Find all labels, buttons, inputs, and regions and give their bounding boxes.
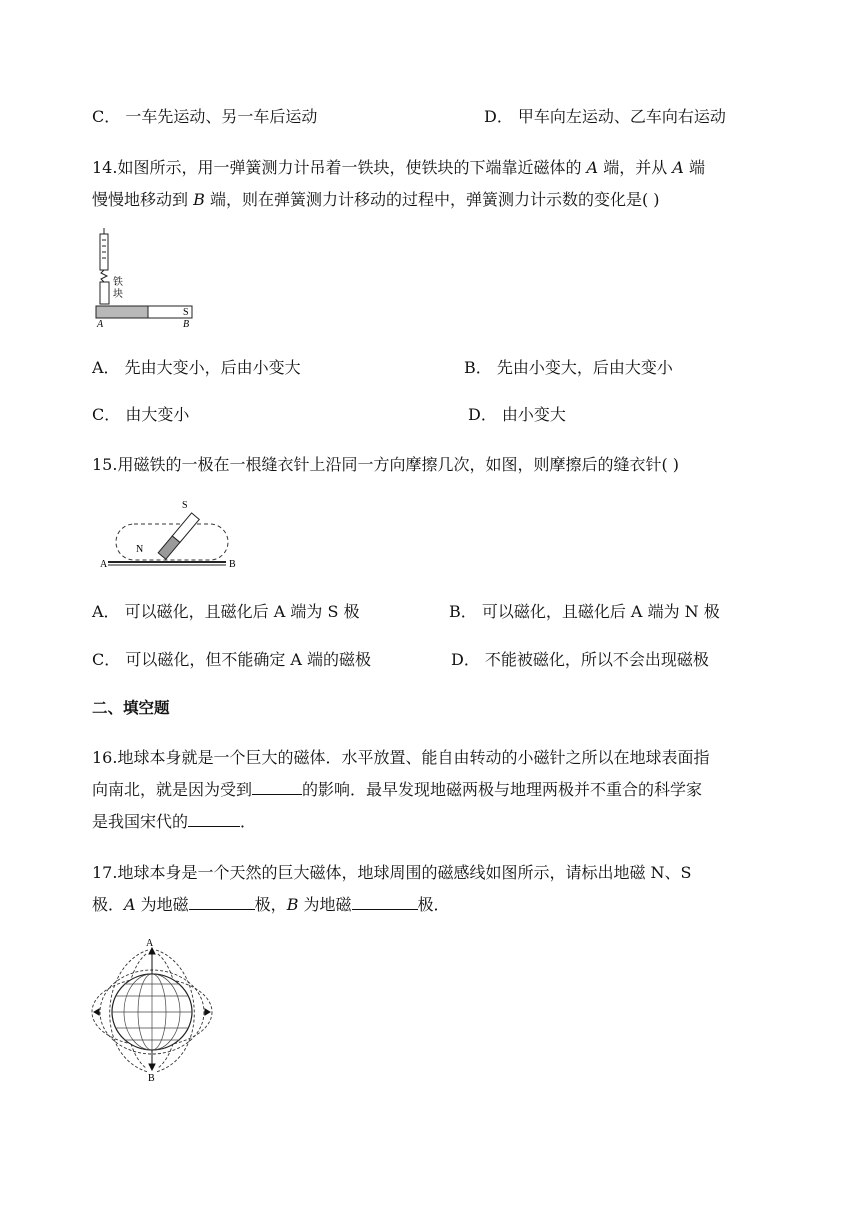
q16-blank-2[interactable]	[188, 812, 240, 827]
q14-stem-line2: 慢慢地移动到 B 端，则在弹簧测力计移动的过程中，弹簧测力计示数的变化是( )	[92, 190, 660, 209]
q15-end-a-label: A	[100, 559, 108, 570]
q15-option-a: A． 可以磁化，且磁化后 A 端为 S 极	[92, 602, 360, 621]
q14-end-b-label: B	[183, 319, 190, 330]
q14-block-label-2: 块	[113, 289, 123, 300]
section-title-fill-in: 二、填空题	[92, 699, 170, 717]
q15-stem: 15.用磁铁的一极在一根缝衣针上沿同一方向摩擦几次，如图，则摩擦后的缝衣针( )	[92, 455, 680, 474]
q17-earth-field-figure	[90, 936, 220, 1084]
q17-blank-a[interactable]	[189, 895, 255, 910]
q14-option-b: B． 先由小变大，后由大变小	[464, 358, 673, 377]
q14-option-a: A． 先由大变小，后由小变大	[92, 358, 301, 377]
q16-line1: 16.地球本身就是一个巨大的磁体．水平放置、能自由转动的小磁针之所以在地球表面指	[92, 748, 710, 767]
q16-blank-1[interactable]	[252, 780, 302, 795]
q17-line2: 极．A 为地磁 极，B 为地磁 极．	[92, 895, 450, 914]
q14-option-d: D． 由小变大	[468, 405, 566, 424]
q14-spring-scale-figure	[92, 226, 202, 334]
q16-line2: 向南北，就是因为受到 的影响．最早发现地磁两极与地理两极并不重合的科学家	[92, 780, 703, 799]
q15-needle-figure	[96, 494, 246, 574]
q14-block-label-1: 铁	[113, 277, 123, 288]
q15-option-c: C． 可以磁化，但不能确定 A 端的磁极	[92, 650, 372, 669]
q14-option-c: C． 由大变小	[92, 405, 190, 424]
q16-line3: 是我国宋代的 ．	[92, 812, 257, 831]
q13-option-d: D． 甲车向左运动、乙车向右运动	[484, 107, 726, 126]
q15-pole-n-label: N	[136, 544, 144, 555]
q13-option-c: C． 一车先运动、另一车后运动	[92, 107, 318, 126]
q17-blank-b[interactable]	[352, 895, 418, 910]
q14-stem-line1: 14.如图所示，用一弹簧测力计吊着一铁块，使铁块的下端靠近磁体的 A 端，并从 A 端	[92, 158, 705, 177]
q17-label-a: A	[146, 938, 154, 949]
q15-option-b: B． 可以磁化，且磁化后 A 端为 N 极	[449, 602, 720, 621]
q17-label-b: B	[148, 1073, 155, 1084]
q15-end-b-label: B	[229, 559, 236, 570]
q14-end-a-label: A	[97, 319, 104, 330]
q15-pole-s-label: S	[182, 500, 188, 511]
q14-pole-s-label: S	[183, 307, 189, 318]
q17-line1: 17.地球本身是一个天然的巨大磁体，地球周围的磁感线如图所示，请标出地磁 N、S	[92, 863, 692, 882]
q15-option-d: D． 不能被磁化，所以不会出现磁极	[451, 650, 709, 669]
